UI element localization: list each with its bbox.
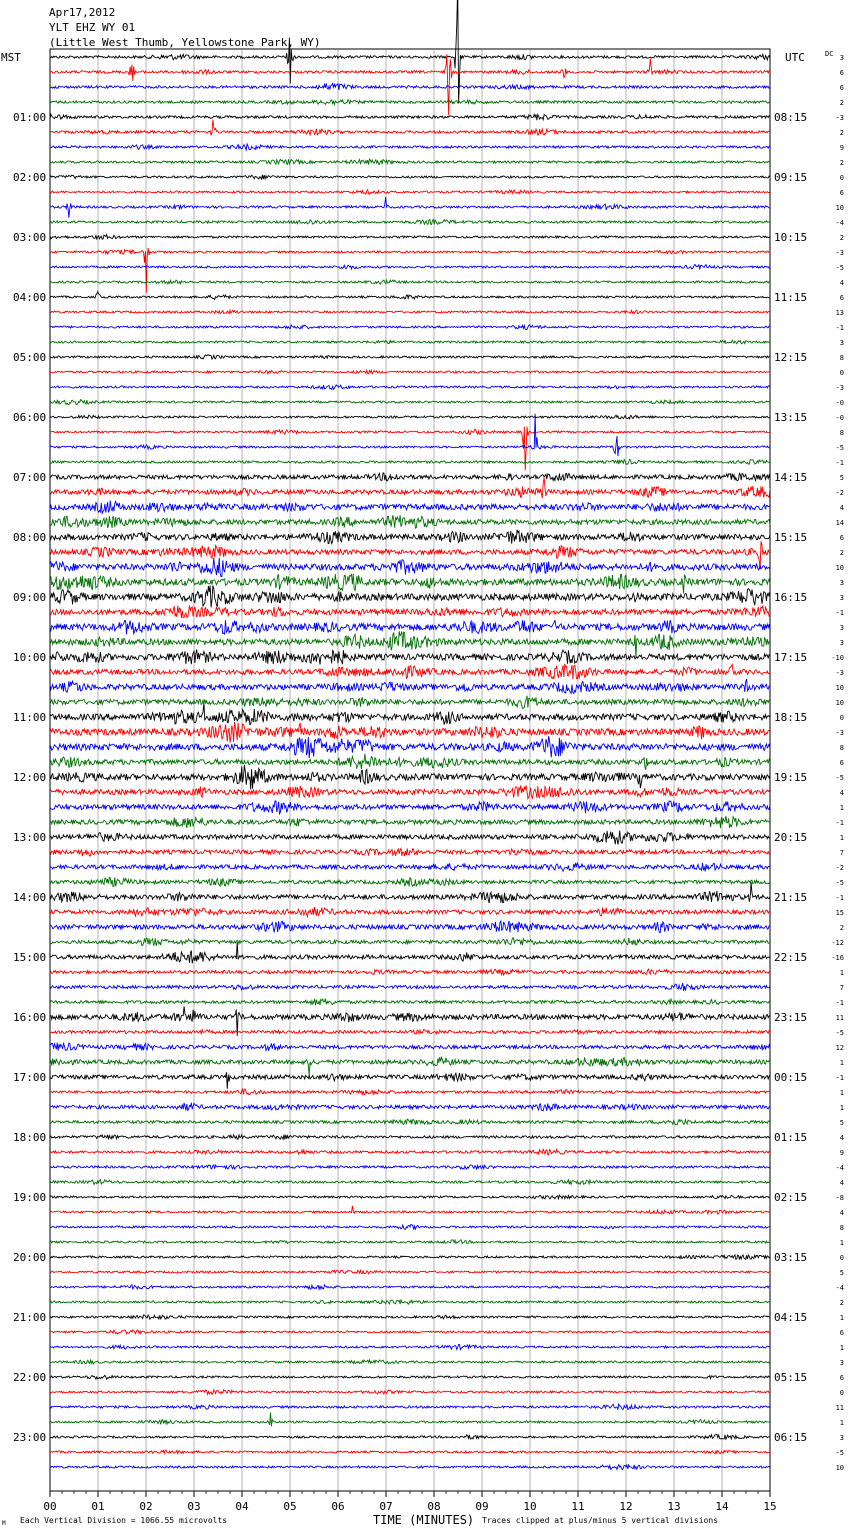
seismic-trace	[50, 754, 770, 770]
dc-offset-label: 0	[839, 174, 844, 182]
dc-offset-label: 4	[839, 504, 844, 512]
dc-offset-label: 0	[839, 369, 844, 377]
seismic-trace	[50, 969, 770, 975]
dc-offset-label: -5	[835, 444, 844, 452]
dc-offset-label: -16	[831, 954, 844, 962]
vertical-division-note: Each Vertical Division = 1066.55 microvolts	[20, 1516, 228, 1525]
right-hour-label: 03:15	[774, 1251, 808, 1264]
x-tick-label: 12	[619, 1500, 633, 1513]
dc-offset-label: 1	[839, 804, 844, 812]
seismic-trace	[50, 1360, 770, 1364]
left-hour-label: 23:00	[13, 1431, 47, 1444]
seismic-trace	[50, 265, 770, 270]
seismic-trace	[50, 1057, 770, 1076]
dc-offset-label: 5	[839, 1269, 844, 1277]
right-hour-label: 16:15	[774, 591, 808, 604]
seismic-trace	[50, 696, 770, 709]
seismic-trace	[50, 679, 770, 694]
seismic-trace	[50, 1165, 770, 1170]
seismic-trace	[50, 477, 770, 498]
seismic-trace	[50, 385, 770, 389]
right-hour-label: 14:15	[774, 471, 808, 484]
seismic-trace	[50, 355, 770, 359]
left-hour-label: 22:00	[13, 1371, 47, 1384]
dc-offset-label: 2	[839, 129, 844, 137]
dc-offset-label: 0	[839, 1254, 844, 1262]
seismic-trace	[50, 907, 770, 917]
left-timezone-label: MST	[1, 51, 21, 64]
seismic-trace	[50, 921, 770, 933]
dc-offset-label: 6	[839, 294, 844, 302]
dc-offset-label: 8	[839, 744, 844, 752]
seismic-trace	[50, 816, 770, 828]
dc-offset-label: -1	[835, 459, 844, 467]
seismic-trace	[50, 190, 770, 195]
left-hour-labels	[13, 111, 46, 1444]
dc-offset-labels	[831, 54, 844, 1472]
seismic-trace	[50, 631, 770, 658]
seismic-trace	[50, 1043, 770, 1051]
plot-frame	[50, 49, 770, 1491]
dc-offset-label: 11	[835, 1014, 844, 1022]
dc-offset-label: 6	[839, 1329, 844, 1337]
seismic-trace	[50, 473, 770, 481]
dc-offset-label: 6	[839, 84, 844, 92]
dc-offset-label: 15	[835, 909, 844, 917]
dc-offset-label: 1	[839, 1239, 844, 1247]
seismic-trace	[50, 801, 770, 814]
dc-offset-label: 1	[839, 834, 844, 842]
dc-offset-label: -1	[835, 999, 844, 1007]
right-hour-label: 20:15	[774, 831, 808, 844]
seismic-trace	[50, 983, 770, 991]
dc-offset-label: -1	[835, 609, 844, 617]
seismic-trace	[50, 501, 770, 514]
clipping-note: Traces clipped at plus/minus 5 vertical divisions	[482, 1516, 719, 1525]
seismic-trace	[50, 144, 770, 150]
dc-offset-label: 0	[839, 714, 844, 722]
seismic-trace	[50, 370, 770, 374]
seismic-trace	[50, 400, 770, 405]
left-hour-label: 21:00	[13, 1311, 47, 1324]
seismic-trace	[50, 877, 770, 886]
dc-offset-label: 10	[835, 564, 844, 572]
left-hour-label: 15:00	[13, 951, 47, 964]
dc-offset-label: 2	[839, 159, 844, 167]
seismic-trace	[50, 1255, 770, 1260]
dc-offset-label: -4	[835, 1284, 844, 1292]
left-hour-label: 02:00	[13, 171, 47, 184]
seismic-trace	[50, 1404, 770, 1410]
x-tick-label: 11	[571, 1500, 585, 1513]
dc-offset-label: 7	[839, 849, 844, 857]
seismic-trace	[50, 736, 770, 758]
dc-offset-label: 10	[835, 684, 844, 692]
right-hour-label: 08:15	[774, 111, 808, 124]
seismic-trace	[50, 1390, 770, 1395]
dc-offset-label: -5	[835, 879, 844, 887]
dc-offset-label: 2	[839, 234, 844, 242]
x-tick-label: 13	[667, 1500, 681, 1513]
dc-offset-label: 2	[839, 1299, 844, 1307]
dc-offset-label: 0	[839, 1389, 844, 1397]
left-hour-label: 10:00	[13, 651, 47, 664]
seismic-trace	[50, 292, 770, 300]
dc-offset-label: 10	[835, 1464, 844, 1472]
right-hour-label: 19:15	[774, 771, 808, 784]
seismic-trace	[50, 325, 770, 330]
left-hour-label: 06:00	[13, 411, 47, 424]
dc-offset-label: 1	[839, 969, 844, 977]
dc-offset-label: -3	[835, 384, 844, 392]
dc-offset-label: 12	[835, 1044, 844, 1052]
right-hour-label: 00:15	[774, 1071, 808, 1084]
dc-offset-label: -1	[835, 894, 844, 902]
header-date: Apr17,2012	[49, 6, 116, 19]
corner-mark: M	[2, 1520, 6, 1527]
seismic-trace	[50, 1344, 770, 1349]
seismic-trace	[50, 620, 770, 634]
seismic-trace	[50, 459, 770, 464]
seismic-trace	[50, 785, 770, 798]
dc-offset-label: 1	[839, 1314, 844, 1322]
right-hour-label: 05:15	[774, 1371, 808, 1384]
dc-offset-label: 5	[839, 474, 844, 482]
seismic-trace	[50, 530, 770, 544]
seismic-trace	[50, 340, 770, 344]
seismic-trace	[50, 765, 770, 790]
dc-offset-label: 1	[839, 1059, 844, 1067]
dc-offset-label: 3	[839, 54, 844, 62]
dc-offset-label: 4	[839, 1209, 844, 1217]
dc-offset-label: 1	[839, 1419, 844, 1427]
seismic-trace	[50, 235, 770, 240]
dc-offset-label: -12	[831, 939, 844, 947]
seismic-trace	[50, 1375, 770, 1379]
dc-offset-label: 3	[839, 339, 844, 347]
vertical-grid	[98, 49, 722, 1491]
dc-offset-label: -5	[835, 774, 844, 782]
right-hour-label: 17:15	[774, 651, 808, 664]
seismic-trace	[50, 938, 770, 946]
seismic-trace	[50, 722, 770, 743]
dc-offset-label: -10	[831, 654, 844, 662]
x-tick-label: 03	[187, 1500, 201, 1513]
right-hour-label: 23:15	[774, 1011, 808, 1024]
seismic-trace	[50, 1270, 770, 1274]
left-hour-label: 19:00	[13, 1191, 47, 1204]
dc-offset-label: -8	[835, 1194, 844, 1202]
left-hour-label: 04:00	[13, 291, 47, 304]
dc-offset-label: 4	[839, 1134, 844, 1142]
seismic-trace	[50, 100, 770, 105]
dc-offset-label: 3	[839, 1434, 844, 1442]
x-axis-title: TIME (MINUTES)	[373, 1513, 475, 1527]
seismic-trace	[50, 664, 770, 679]
seismic-trace	[50, 1180, 770, 1185]
right-hour-label: 04:15	[774, 1311, 808, 1324]
x-tick-label: 07	[379, 1500, 393, 1513]
seismic-trace	[50, 831, 770, 845]
right-hour-label: 22:15	[774, 951, 808, 964]
seismic-trace	[50, 649, 770, 664]
header-station: YLT EHZ WY 01	[49, 21, 136, 34]
dc-offset-label: 1	[839, 1344, 844, 1352]
seismic-trace	[50, 515, 770, 528]
dc-offset-label: 6	[839, 189, 844, 197]
right-timezone-label: UTC	[785, 51, 805, 64]
dc-offset-label: 2	[839, 99, 844, 107]
seismic-trace	[50, 54, 770, 115]
dc-offset-label: 6	[839, 69, 844, 77]
right-hour-label: 18:15	[774, 711, 808, 724]
dc-offset-label: 11	[835, 1404, 844, 1412]
left-hour-label: 03:00	[13, 231, 47, 244]
seismic-trace	[50, 703, 770, 725]
seismic-trace	[50, 114, 770, 120]
dc-offset-label: -4	[835, 219, 844, 227]
right-hour-labels	[774, 111, 807, 1444]
dc-offset-label: 3	[839, 579, 844, 587]
right-hour-label: 12:15	[774, 351, 808, 364]
x-tick-label: 08	[427, 1500, 441, 1513]
dc-offset-label: 3	[839, 639, 844, 647]
dc-offset-label: 9	[839, 1149, 844, 1157]
dc-offset-label: -4	[835, 1164, 844, 1172]
seismic-trace	[50, 175, 770, 179]
seismic-trace	[50, 83, 770, 90]
seismic-trace	[50, 1030, 770, 1035]
seismic-trace	[50, 415, 770, 419]
left-hour-label: 17:00	[13, 1071, 47, 1084]
seismic-trace	[50, 1450, 770, 1454]
left-hour-label: 12:00	[13, 771, 47, 784]
x-axis-ticks	[43, 1491, 776, 1513]
dc-offset-label: -2	[835, 864, 844, 872]
seismic-trace	[50, 1103, 770, 1111]
seismic-trace	[50, 1330, 770, 1334]
right-hour-label: 09:15	[774, 171, 808, 184]
dc-offset-label: 6	[839, 1374, 844, 1382]
seismic-trace	[50, 1285, 770, 1289]
seismic-trace	[50, 863, 770, 872]
left-hour-label: 09:00	[13, 591, 47, 604]
left-hour-label: 14:00	[13, 891, 47, 904]
dc-offset-label: -3	[835, 729, 844, 737]
dc-offset-label: 8	[839, 1224, 844, 1232]
dc-offset-label: 8	[839, 429, 844, 437]
x-tick-label: 05	[283, 1500, 297, 1513]
dc-offset-label: -0	[835, 399, 844, 407]
right-hour-label: 01:15	[774, 1131, 808, 1144]
dc-offset-label: 3	[839, 624, 844, 632]
right-hour-label: 11:15	[774, 291, 808, 304]
left-hour-label: 20:00	[13, 1251, 47, 1264]
right-hour-label: 06:15	[774, 1431, 808, 1444]
dc-offset-label: 3	[839, 594, 844, 602]
dc-offset-label: 5	[839, 1119, 844, 1127]
seismic-trace	[50, 1149, 770, 1155]
seismic-trace	[50, 848, 770, 856]
dc-offset-label: -1	[835, 324, 844, 332]
seismic-trace	[50, 574, 770, 594]
seismic-trace	[50, 219, 770, 224]
dc-offset-label: 4	[839, 1179, 844, 1187]
seismic-trace	[50, 1240, 770, 1244]
seismic-trace	[50, 1224, 770, 1229]
seismic-trace	[50, 414, 770, 457]
right-hour-label: 13:15	[774, 411, 808, 424]
dc-offset-label: 6	[839, 534, 844, 542]
header-location: (Little West Thumb, Yellowstone Park, WY)	[49, 36, 321, 49]
right-hour-label: 10:15	[774, 231, 808, 244]
right-hour-label: 21:15	[774, 891, 808, 904]
dc-offset-label: 1	[839, 1089, 844, 1097]
seismic-trace	[50, 942, 770, 964]
dc-offset-label: 1	[839, 1104, 844, 1112]
left-hour-label: 07:00	[13, 471, 47, 484]
seismic-trace	[50, 558, 770, 577]
seismic-trace	[50, 1135, 770, 1140]
left-hour-label: 13:00	[13, 831, 47, 844]
dc-offset-label: 6	[839, 759, 844, 767]
seismic-trace	[50, 159, 770, 165]
seismic-trace	[50, 1413, 770, 1427]
dc-offset-label: 2	[839, 549, 844, 557]
dc-offset-label: 7	[839, 984, 844, 992]
x-tick-label: 15	[763, 1500, 777, 1513]
x-tick-label: 02	[139, 1500, 153, 1513]
dc-offset-label: -3	[835, 669, 844, 677]
dc-column-label: DC	[825, 50, 834, 58]
dc-offset-label: 9	[839, 144, 844, 152]
seismic-trace	[50, 248, 770, 293]
seismic-trace	[50, 1206, 770, 1214]
dc-offset-label: -5	[835, 1029, 844, 1037]
seismic-trace	[50, 999, 770, 1006]
seismic-trace	[50, 1089, 770, 1095]
left-hour-label: 08:00	[13, 531, 47, 544]
seismic-trace	[50, 197, 770, 218]
left-hour-label: 16:00	[13, 1011, 47, 1024]
dc-offset-label: -3	[835, 114, 844, 122]
left-hour-label: 11:00	[13, 711, 47, 724]
seismic-trace	[50, 280, 770, 284]
dc-offset-label: 13	[835, 309, 844, 317]
trace-group	[50, 0, 770, 1470]
left-hour-label: 01:00	[13, 111, 47, 124]
x-tick-label: 10	[523, 1500, 537, 1513]
seismic-trace	[50, 605, 770, 618]
dc-offset-label: 4	[839, 279, 844, 287]
dc-offset-label: 8	[839, 354, 844, 362]
left-hour-label: 18:00	[13, 1131, 47, 1144]
right-hour-label: 15:15	[774, 531, 808, 544]
dc-offset-label: 3	[839, 1359, 844, 1367]
dc-offset-label: -1	[835, 1074, 844, 1082]
dc-offset-label: -2	[835, 489, 844, 497]
left-hour-label: 05:00	[13, 351, 47, 364]
dc-offset-label: -0	[835, 414, 844, 422]
dc-offset-label: -1	[835, 819, 844, 827]
seismic-trace	[50, 120, 770, 136]
seismic-trace	[50, 310, 770, 314]
x-tick-label: 01	[91, 1500, 105, 1513]
dc-offset-label: -3	[835, 249, 844, 257]
seismic-trace	[50, 882, 770, 903]
dc-offset-label: 2	[839, 924, 844, 932]
dc-offset-label: 4	[839, 789, 844, 797]
x-tick-label: 04	[235, 1500, 249, 1513]
dc-offset-label: -5	[835, 1449, 844, 1457]
right-hour-label: 02:15	[774, 1191, 808, 1204]
x-tick-label: 14	[715, 1500, 729, 1513]
dc-offset-label: 14	[835, 519, 844, 527]
dc-offset-label: -5	[835, 264, 844, 272]
x-tick-label: 06	[331, 1500, 345, 1513]
dc-offset-label: 10	[835, 699, 844, 707]
x-tick-label: 09	[475, 1500, 489, 1513]
seismic-trace	[50, 1195, 770, 1199]
seismic-trace	[50, 1119, 770, 1125]
dc-offset-label: 10	[835, 204, 844, 212]
seismic-trace	[50, 1315, 770, 1319]
seismic-trace	[50, 1435, 770, 1440]
seismic-trace	[50, 586, 770, 608]
x-tick-label: 00	[43, 1500, 57, 1513]
seismic-trace	[50, 1072, 770, 1088]
seismic-trace	[50, 1465, 770, 1470]
seismic-trace	[50, 1299, 770, 1304]
